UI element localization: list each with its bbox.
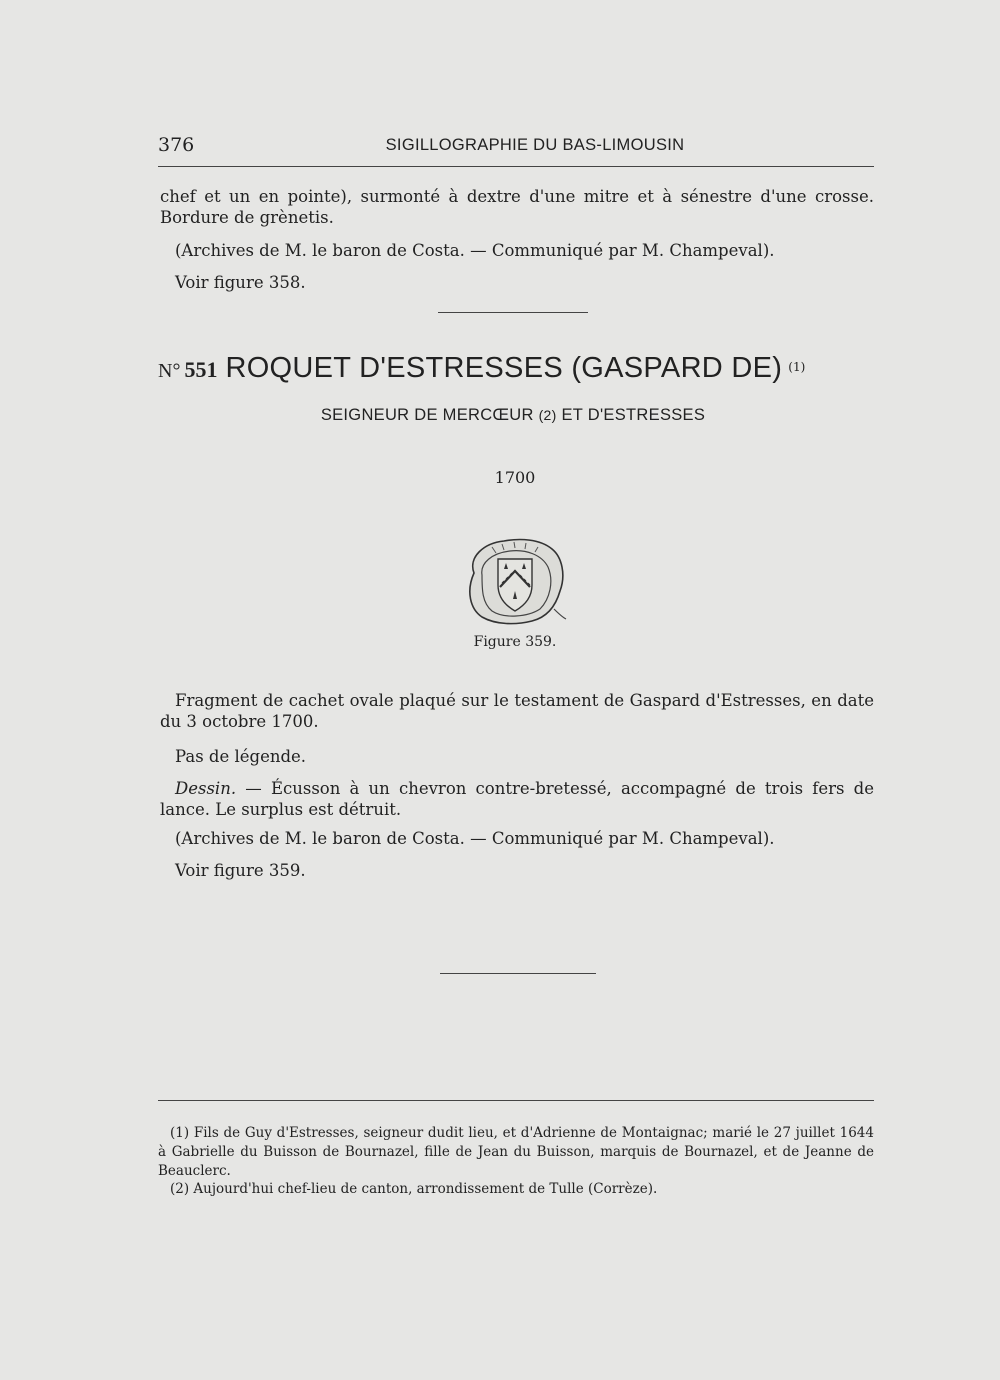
footnote-1: (1) Fils de Guy d'Estresses, seigneur dudit lieu, et d'Adrienne de Montaignac; marié le 27 juillet 1644 à Gabrielle du Buisson de Bournazel, fille de Jean du Buisson, marquis de Bournazel, et de Jeanne de Beauclerc. <box>158 1125 874 1179</box>
entry-end-divider <box>440 973 596 974</box>
entry-year: 1700 <box>494 468 536 487</box>
page-number: 376 <box>158 134 195 156</box>
footnote-rule <box>158 1100 874 1101</box>
entry-archives: (Archives de M. le baron de Costa. — Communiqué par M. Champeval). <box>175 829 775 848</box>
description-paragraph: Fragment de cachet ovale plaqué sur le testament de Gaspard d'Estresses, en date du 3 octobre 1700. <box>160 691 874 731</box>
entry-name-footnote-ref: (1) <box>788 359 806 374</box>
subtitle-footnote-ref: (2) <box>538 407 557 423</box>
continuation-paragraph <box>160 186 874 228</box>
entry-see-figure: Voir figure 359. <box>175 861 306 880</box>
figure-caption: Figure 359. <box>473 634 557 650</box>
entry-heading <box>158 352 805 385</box>
legend-paragraph: Pas de légende. <box>175 747 307 766</box>
header-rule <box>158 166 874 167</box>
dessin-paragraph: Dessin. — Écusson à un chevron contre-bretessé, accompagné de trois fers de lance. Le surplus est détruit. <box>160 779 874 819</box>
continuation-text: chef et un en pointe), surmonté à dextre d'une mitre et à sénestre d'une crosse. Bordure de grènetis. <box>160 187 874 227</box>
section-divider <box>438 312 588 313</box>
entry-number: 551 <box>184 357 218 382</box>
entry-no-label: N° <box>158 360 181 382</box>
dessin-label: Dessin. <box>175 779 237 798</box>
running-title: SIGILLOGRAPHIE DU BAS-LIMOUSIN <box>385 136 685 154</box>
seal-figure <box>462 535 568 627</box>
continuation-see-figure: Voir figure 358. <box>175 273 306 292</box>
footnote-2: (2) Aujourd'hui chef-lieu de canton, arrondissement de Tulle (Corrèze). <box>170 1181 658 1197</box>
entry-name: ROQUET D'ESTRESSES (GASPARD DE) <box>225 352 783 384</box>
entry-subtitle: SEIGNEUR DE MERCŒUR (2) ET D'ESTRESSES <box>320 406 706 424</box>
continuation-archives: (Archives de M. le baron de Costa. — Communiqué par M. Champeval). <box>175 241 775 260</box>
